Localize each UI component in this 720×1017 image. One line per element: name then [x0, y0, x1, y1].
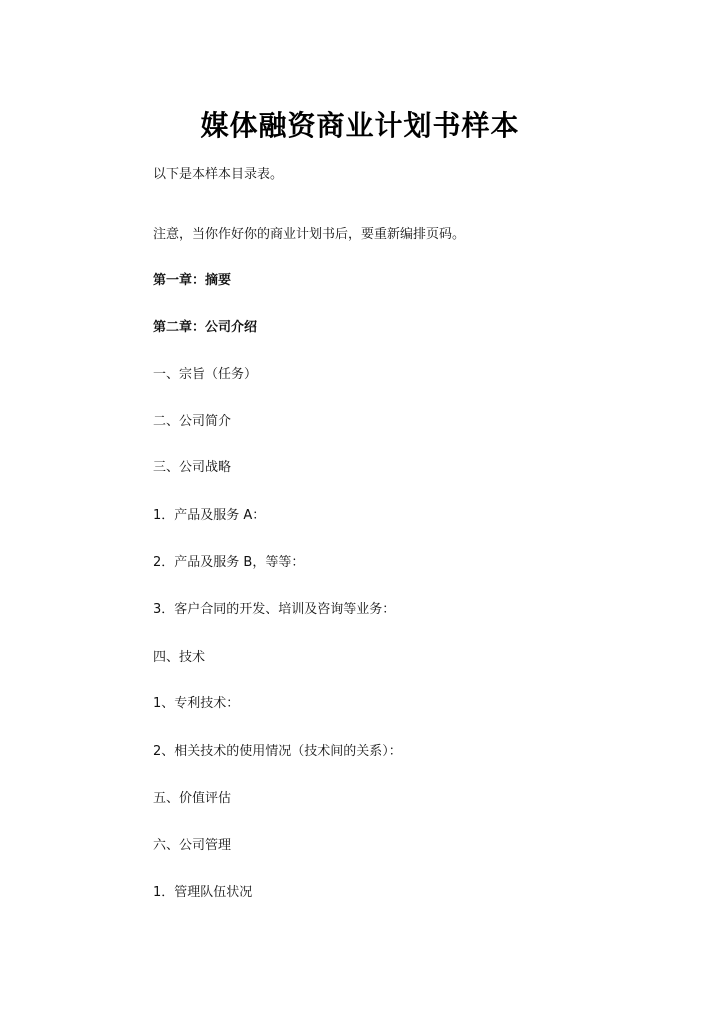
list-item-management-team: 1．管理队伍状况 [153, 885, 253, 900]
intro-line: 以下是本样本目录表。 [153, 167, 284, 182]
list-item-product-a: 1．产品及服务 A： [153, 508, 266, 523]
list-item-product-b: 2．产品及服务 B，等等： [153, 555, 305, 570]
list-item-related-tech: 2、相关技术的使用情况（技术间的关系）： [153, 744, 402, 759]
section-heading-mission: 一、宗旨（任务） [153, 367, 258, 382]
chapter-heading-2: 第二章：公司介绍 [153, 320, 258, 335]
list-item-client-contracts: 3．客户合同的开发、培训及咨询等业务： [153, 602, 396, 617]
section-heading-valuation: 五、价值评估 [153, 791, 232, 806]
section-heading-profile: 二、公司简介 [153, 414, 232, 429]
section-heading-strategy: 三、公司战略 [153, 460, 232, 475]
list-item-patents: 1、专利技术： [153, 696, 240, 711]
chapter-heading-1: 第一章：摘要 [153, 273, 232, 288]
section-heading-management: 六、公司管理 [153, 838, 232, 853]
section-heading-technology: 四、技术 [153, 650, 206, 665]
note-line: 注意，当你作好你的商业计划书后，要重新编排页码。 [153, 227, 466, 242]
document-title: 媒体融资商业计划书样本 [200, 109, 520, 142]
